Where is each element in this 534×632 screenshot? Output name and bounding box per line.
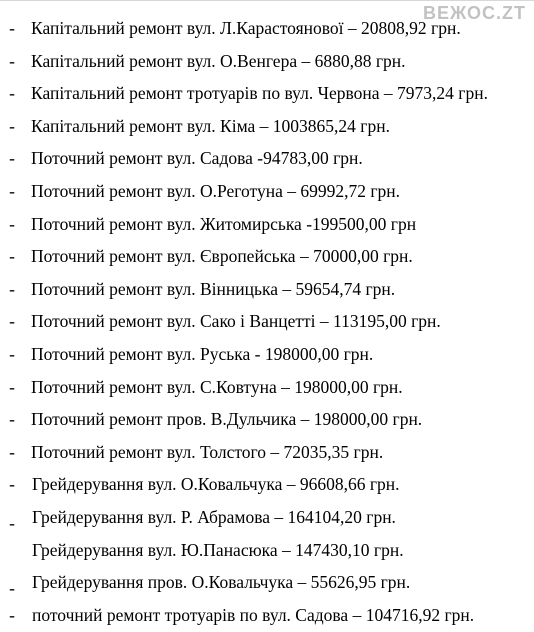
list-bullet: - [9,343,15,364]
list-item-text: Поточний ремонт пров. В.Дульчика – 198000,00 грн. [31,409,423,430]
list-bullet: - [9,512,15,533]
list-item-text: Поточний ремонт вул. Садова -94783,00 грн. [31,148,363,169]
list-bullet: - [9,278,15,299]
list-bullet: - [9,311,15,332]
list-item-text: Грейдерування вул. О.Ковальчука – 96608,66 грн. [32,474,400,495]
list-bullet: - [9,376,15,397]
list-item [0,338,534,371]
list-item [0,436,534,469]
list-bullet: - [9,83,15,104]
list-bullet: - [9,246,15,267]
list-bullet: - [9,18,15,38]
list-item-text: Поточний ремонт вул. О.Реготуна – 69992,72 грн. [31,180,401,201]
list-item-text: Грейдерування пров. О.Ковальчука – 55626,95 грн. [32,572,411,593]
list-item-text: Капітальний ремонт вул. Л.Карастоянової – 20808,92 грн. [31,18,461,38]
list-bullet: - [9,148,15,169]
list-item-text: Капітальний ремонт вул. Кіма – 1003865,24 грн. [31,115,390,136]
list-item [0,534,534,567]
list-item-text: Поточний ремонт вул. С.Ковтуна – 198000,00 грн. [31,376,403,397]
list-item-text: Поточний ремонт вул. Толстого – 72035,35 грн. [31,441,384,462]
list-item [0,45,534,78]
list-item-text: Поточний ремонт вул. Руська - 198000,00 грн. [31,343,374,364]
list-item [0,371,534,404]
list-item [0,142,534,175]
list-item-text: Поточний ремонт вул. Житомирська -199500,00 грн [31,213,417,234]
list-bullet: - [9,213,15,234]
list-bullet: - [9,474,15,495]
list-bullet: - [9,115,15,136]
list-item-text: Грейдерування вул. Р. Абрамова – 164104,20 грн. [32,506,396,527]
list-bullet: - [9,180,15,201]
list-item [0,175,534,208]
list-bullet: - [9,50,15,71]
list-item [0,273,534,306]
list-item [0,566,534,599]
expenditure-list [0,12,534,631]
list-item [0,110,534,143]
list-item-text: Капітальний ремонт вул. О.Венгера – 6880,88 грн. [31,50,406,71]
list-item-text: Капітальний ремонт тротуарів по вул. Червона – 7973,24 грн. [31,83,488,104]
list-item [0,208,534,241]
list-item [0,77,534,110]
list-item-text: Грейдерування вул. Ю.Панасюка – 147430,10 грн. [32,539,404,560]
list-item [0,468,534,501]
list-item-text: поточний ремонт тротуарів по вул. Садова – 104716,92 грн. [32,604,475,625]
list-item-text: Поточний ремонт вул. Сако і Ванцетті – 113195,00 грн. [31,311,441,332]
list-item [0,501,534,534]
list-item [0,599,534,632]
list-bullet: - [9,409,15,430]
list-item [0,12,534,45]
list-item [0,403,534,436]
watermark-logo: ВЕЖОС.ZT [422,3,526,23]
list-item-text: Поточний ремонт вул. Вінницька – 59654,74 грн. [31,278,396,299]
list-item [0,240,534,273]
list-item [0,305,534,338]
list-item-text: Поточний ремонт вул. Європейська – 70000,00 грн. [31,246,413,267]
list-bullet: - [9,578,15,599]
list-bullet: - [9,604,15,625]
list-bullet: - [9,441,15,462]
